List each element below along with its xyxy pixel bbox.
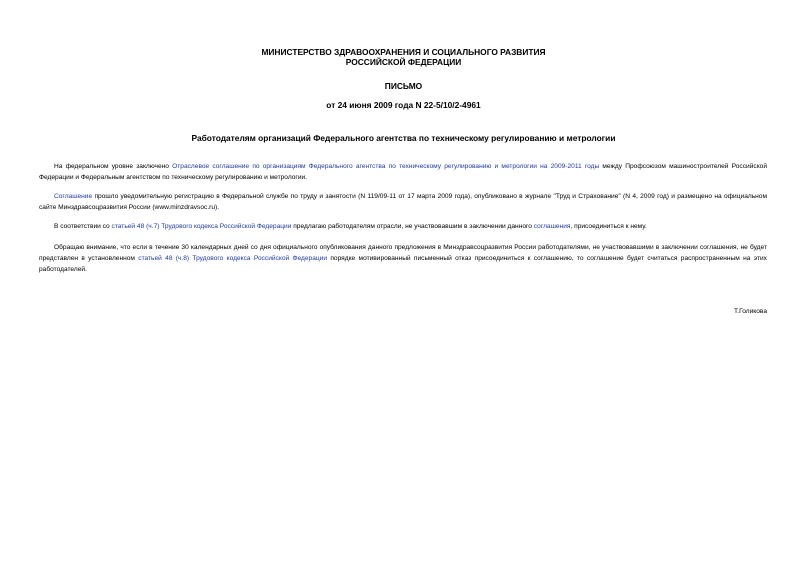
paragraph-3-text-before: В соответствии со: [54, 223, 112, 230]
paragraph-1: [39, 161, 767, 183]
paragraph-4-text-after: порядке мотивированный письменный отказ присоединиться к соглашению, то соглашение будет считаться распространенным на этих работодателей.: [39, 255, 767, 273]
paragraph-1-text-after: между Профсоюзом машиностроителей Российской Федерации и Федеральным агентством по техническому регулированию и метрологии.: [39, 163, 767, 181]
paragraph-1-text-before: На федеральном уровне заключено: [54, 163, 173, 170]
ministry-name-line-2: РОССИЙСКОЙ ФЕДЕРАЦИИ: [345, 57, 462, 67]
industry-agreement-link[interactable]: Отраслевое соглашение по организациям Федерального агентства по техническому регулированию и метрологии на 2009-2011 годы: [172, 163, 600, 170]
paragraph-4: [39, 242, 767, 275]
agreement-link[interactable]: Соглашение: [54, 193, 93, 200]
labor-code-article-48-part-7-link[interactable]: статьей 48 (ч.7) Трудового кодекса Российской Федерации: [111, 223, 292, 230]
paragraph-3: [39, 221, 767, 232]
document-type: ПИСЬМО: [384, 81, 423, 91]
signature: Т.Голикова: [733, 308, 767, 315]
paragraph-3-text-after: , присоединиться к нему.: [570, 223, 647, 230]
ministry-name-line-1: МИНИСТЕРСТВО ЗДРАВООХРАНЕНИЯ И СОЦИАЛЬНОГО РАЗВИТИЯ: [261, 47, 546, 57]
paragraph-3-text-middle: предлагаю работодателям отрасли, не участвовавшим в заключении данного: [291, 223, 534, 230]
document-date-number: от 24 июня 2009 года N 22-5/10/2-4961: [326, 100, 481, 110]
paragraph-2-text-after: прошло уведомительную регистрацию в Федеральной службе по труду и занятости (N 119/09-11 от 17 марта 2009 года), опубликовано в журнале "Труд и Страхование" (N 4, 2009 год) и размещено на официальном сайте Минздравсоцразвития России (www.minzdravsoc.ru).: [39, 193, 767, 211]
agreement-link-2[interactable]: соглашения: [533, 223, 571, 230]
document-addressee: Работодателям организаций Федерального агентства по техническому регулированию и метрологии: [191, 133, 616, 143]
labor-code-article-48-part-8-link[interactable]: статьей 48 (ч.8) Трудового кодекса Российской Федерации: [138, 255, 328, 262]
paragraph-2: [39, 191, 767, 213]
paragraph-4-text-before: Обращаю внимание, что если в течение 30 календарных дней со дня официального опубликования данного предложения в Минздравсоцразвития России работодателями, не участвовавшими в заключении соглашения, не будет представлен в установленном: [39, 244, 767, 262]
ministry-name: [0, 47, 807, 67]
